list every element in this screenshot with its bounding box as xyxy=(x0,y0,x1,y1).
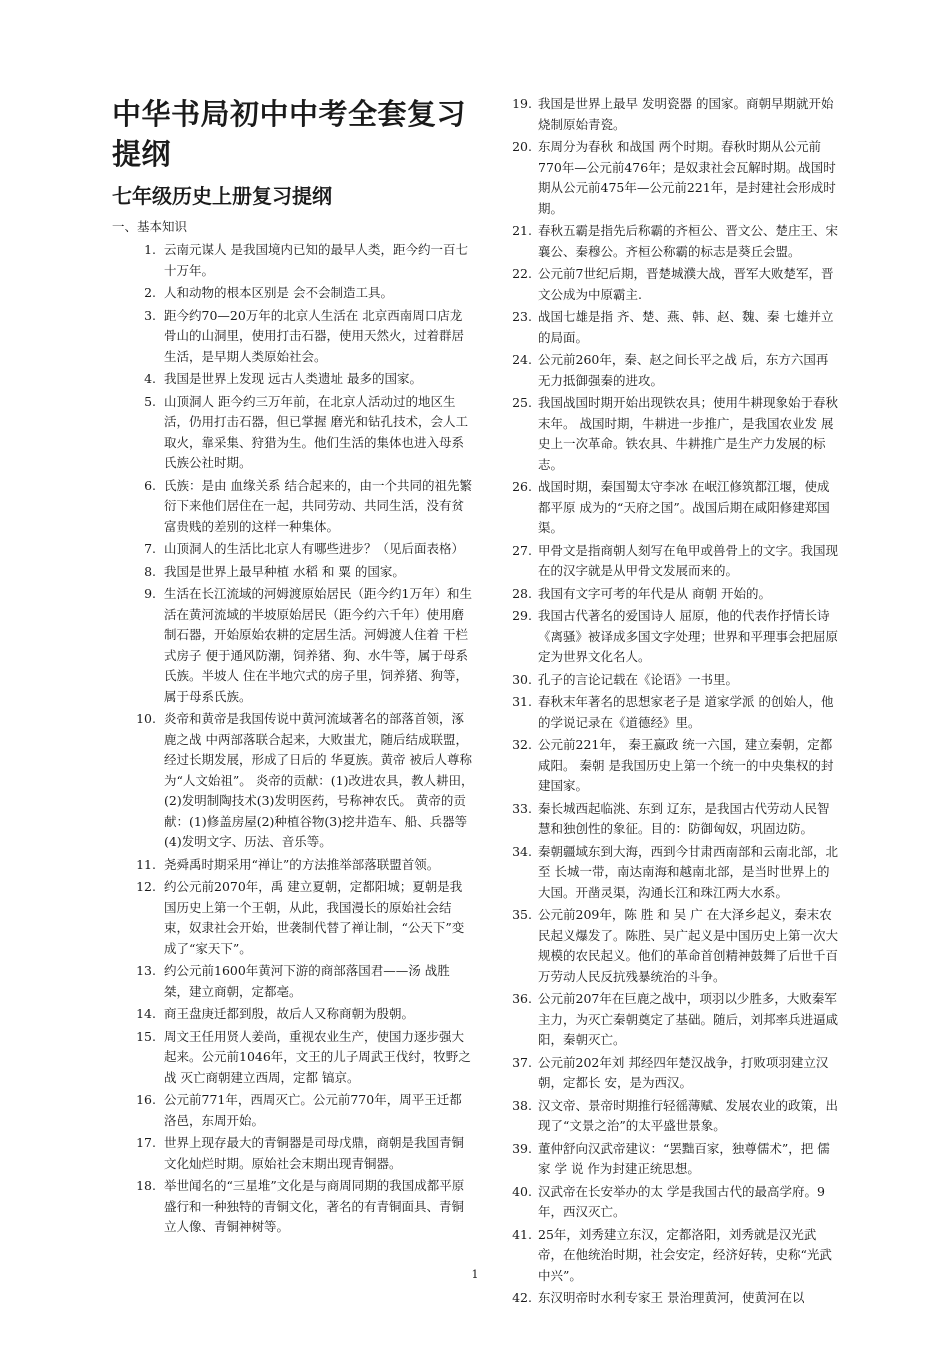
item-number: 33. xyxy=(512,800,532,816)
item-number: 19. xyxy=(512,96,532,111)
item-number: 31. xyxy=(512,694,532,709)
item-text: 东周分为春秋 和战国 两个时期。春秋时期从公元前770年—公元前476年；是奴隶社会瓦解时期。战国时期从公元前475年—公元前221年，是封建社会形成时期。 xyxy=(538,139,836,216)
list-item xyxy=(508,1053,840,1094)
item-number: 18. xyxy=(136,1178,156,1193)
list-item xyxy=(508,221,840,262)
item-number: 41. xyxy=(512,1226,532,1242)
item-text: 汉武帝在长安举办的太 学是我国古代的最高学府。9年，西汉灭亡。 xyxy=(538,1183,825,1219)
item-number: 36. xyxy=(512,991,532,1006)
item-text: 25年，刘秀建立东汉，定都洛阳，刘秀就是汉光武帝，在他统治时期，社会安定，经济好转，史称“光武中兴”。 xyxy=(538,1226,832,1283)
item-text: 公元前260年，秦、赵之间长平之战 后，东方六国再无力抵御强秦的进攻。 xyxy=(538,352,829,388)
list-item xyxy=(112,877,474,959)
list-item xyxy=(112,855,474,876)
item-text: 秦朝疆域东到大海，西到今甘肃西南部和云南北部，北至 长城一带，南达南海和越南北部，是当时世界上的大国。开凿灵渠，沟通长江和珠江两大水系。 xyxy=(538,843,839,900)
list-item xyxy=(112,709,474,853)
list-item xyxy=(112,562,474,583)
item-text: 我国有文字可考的年代是从 商朝 开始的。 xyxy=(538,585,771,601)
item-text: 举世闻名的“三星堆”文化是与商周同期的我国成都平原 盛行和一种独特的青铜文化，著名的有青铜面具、青铜立人像、青铜神树等。 xyxy=(164,1178,465,1234)
item-text: 公元前7世纪后期，晋楚城濮大战，晋军大败楚军，晋文公成为中原霸主. xyxy=(538,266,834,302)
document-subtitle: 七年级历史上册复习提纲 xyxy=(112,184,332,208)
item-number: 5. xyxy=(144,393,156,409)
item-number: 39. xyxy=(512,1140,532,1156)
list-item xyxy=(508,1096,840,1137)
list-item xyxy=(112,539,474,560)
item-text: 我国古代著名的爱国诗人 屈原，他的代表作抒情长诗《离骚》被译成多国文字处理；世界和平理事会把屈原定为世界文化名人。 xyxy=(538,608,839,664)
item-text: 春秋末年著名的思想家老子是 道家学派 的创始人，他的学说记录在《道德经》里。 xyxy=(538,694,834,730)
left-column xyxy=(112,94,474,1240)
item-number: 11. xyxy=(136,856,156,872)
list-item xyxy=(112,584,474,707)
list-item xyxy=(508,842,840,904)
list-item xyxy=(508,137,840,219)
item-number: 3. xyxy=(144,307,156,323)
list-item xyxy=(508,1288,840,1309)
list-item xyxy=(508,905,840,987)
list-item xyxy=(508,541,840,582)
item-number: 42. xyxy=(512,1290,532,1305)
item-number: 22. xyxy=(512,266,532,281)
list-item xyxy=(112,1176,474,1238)
knowledge-list-left xyxy=(112,240,474,1238)
list-item xyxy=(508,989,840,1051)
item-number: 21. xyxy=(512,223,532,238)
item-text: 我国是世界上最早种植 水稻 和 粟 的国家。 xyxy=(164,563,405,579)
item-text: 氏族：是由 血缘关系 结合起来的，由一个共同的祖先繁衍下来他们居住在一起，共同劳动、共同生活，没有贫富贵贱的差别的这样一种集体。 xyxy=(164,477,472,534)
item-text: 公元前771年，西周灭亡。公元前770年，周平王迁都洛邑，东周开始。 xyxy=(164,1092,462,1128)
item-number: 7. xyxy=(144,541,156,556)
item-number: 29. xyxy=(512,608,532,623)
item-text: 战国时期，秦国蜀太守李冰 在岷江修筑都江堰，使成都平原 成为的“天府之国”。战国后期在咸阳修建郑国渠。 xyxy=(538,479,830,535)
item-number: 16. xyxy=(136,1092,156,1107)
item-text: 东汉明帝时水利专家王 景治理黄河，使黄河在以 xyxy=(538,1290,805,1305)
item-number: 4. xyxy=(144,371,156,386)
list-item xyxy=(508,1139,840,1180)
item-number: 25. xyxy=(512,395,532,410)
right-column xyxy=(508,94,840,1311)
list-item xyxy=(112,392,474,474)
item-text: 孔子的言论记载在《论语》一书里。 xyxy=(538,671,739,687)
list-item xyxy=(508,1182,840,1223)
item-text: 生活在长江流域的河姆渡原始居民（距今约1万年）和生活在黄河流域的半坡原始居民（距今约六千年）使用磨制石器，开始原始农耕的定居生活。河姆渡人住着 干栏式房子 便于通风防潮，饲养猪、狗、水牛等，属于母系氏族。半坡人 住在半地穴式的房子里，饲养猪、狗等，属于母系氏族。 xyxy=(164,586,472,704)
list-item xyxy=(508,799,840,840)
list-item xyxy=(112,306,474,368)
item-number: 13. xyxy=(136,963,156,978)
item-number: 23. xyxy=(512,309,532,324)
item-text: 董仲舒向汉武帝建议：“罢黜百家，独尊儒术”，把 儒 家 学 说 作为封建正统思想。 xyxy=(538,1140,830,1176)
list-item xyxy=(508,735,840,797)
item-text: 人和动物的根本区别是 会不会制造工具。 xyxy=(164,285,393,300)
item-number: 26. xyxy=(512,479,532,494)
item-number: 28. xyxy=(512,585,532,601)
item-text: 我国战国时期开始出现铁农具；使用牛耕现象始于春秋末年。 战国时期，牛耕进一步推广，是我国农业发 展史上一次革命。铁农具、牛耕推广是生产力发展的标志。 xyxy=(538,395,839,472)
item-text: 商王盘庚迁都到殷，故后人又称商朝为殷朝。 xyxy=(164,1006,415,1021)
list-item xyxy=(112,961,474,1002)
list-item xyxy=(508,477,840,539)
item-text: 尧舜禹时期采用“禅让”的方法推举部落联盟首领。 xyxy=(164,856,440,872)
item-text: 汉文帝、景帝时期推行轻徭薄赋、发展农业的政策，出现了“文景之治”的太平盛世景象。 xyxy=(538,1097,839,1133)
item-text: 秦长城西起临洮、东到 辽东，是我国古代劳动人民智慧和独创性的象征。目的：防御匈奴，巩固边防。 xyxy=(538,800,830,836)
item-number: 37. xyxy=(512,1054,532,1070)
item-text: 公元前209年，陈 胜 和 吴 广 在大泽乡起义，秦末农民起义爆发了。陈胜、吴广起义是中国历史上第一次大规模的农民起义。他们的革命首创精神鼓舞了后世千百万劳动人民反抗残暴统治的斗争。 xyxy=(538,907,839,984)
item-number: 34. xyxy=(512,843,532,859)
section-heading: 一、基本知识 xyxy=(112,219,188,234)
item-number: 32. xyxy=(512,737,532,752)
item-text: 公元前207年在巨鹿之战中，项羽以少胜多，大败秦军主力，为灭亡秦朝奠定了基础。随后，刘邦率兵进逼咸阳，秦朝灭亡。 xyxy=(538,991,839,1047)
item-number: 12. xyxy=(136,879,156,894)
item-text: 约公元前1600年黄河下游的商部落国君——汤 战胜桀，建立商朝，定都亳。 xyxy=(164,963,450,999)
item-text: 我国是世界上最早 发明瓷器 的国家。商朝早期就开始烧制原始青瓷。 xyxy=(538,96,834,132)
list-item xyxy=(112,369,474,390)
item-text: 世界上现存最大的青铜器是司母戊鼎，商朝是我国青铜文化灿烂时期。原始社会末期出现青铜器。 xyxy=(164,1135,465,1171)
list-item xyxy=(112,1004,474,1025)
list-item xyxy=(508,692,840,733)
item-number: 20. xyxy=(512,139,532,154)
list-item xyxy=(508,94,840,135)
list-item xyxy=(112,1090,474,1131)
list-item xyxy=(112,240,474,281)
knowledge-list-right xyxy=(508,94,840,1309)
item-text: 战国七雄是指 齐、楚、燕、韩、赵、魏、秦 七雄并立的局面。 xyxy=(538,309,834,345)
list-item xyxy=(112,476,474,538)
item-number: 17. xyxy=(136,1135,156,1150)
list-item xyxy=(508,264,840,305)
item-text: 云南元谋人 是我国境内已知的最早人类，距今约一百七十万年。 xyxy=(164,242,468,278)
list-item xyxy=(112,283,474,304)
item-text: 炎帝和黄帝是我国传说中黄河流域著名的部落首领，涿鹿之战 中两部落联合起来，大败蚩尤，随后结成联盟，经过长期发展，形成了日后的 华夏族。黄帝 被后人尊称为“人文始祖”。 炎帝的贡献：(1)改进农具，教人耕田，(2)发明制陶技术(3)发明医药，号称神农氏。 黄帝的贡献：(1)修盖房屋(2)种植谷物(3)挖井造车、船、兵器等(4)发明文字、历法、音乐等。 xyxy=(164,711,474,849)
item-number: 35. xyxy=(512,907,532,922)
item-text: 山顶洞人的生活比北京人有哪些进步？（见后面表格） xyxy=(164,541,465,556)
list-item xyxy=(508,584,840,605)
item-text: 周文王任用贤人姜尚，重视农业生产，使国力逐步强大起来。公元前1046年，文王的儿子周武王伐纣，牧野之战 灭亡商朝建立西周，定都 镐京。 xyxy=(164,1028,471,1085)
list-item xyxy=(508,393,840,475)
item-text: 公元前202年刘 邦经四年楚汉战争，打败项羽建立汉朝，定都长 安，是为西汉。 xyxy=(538,1054,829,1090)
item-number: 8. xyxy=(144,563,156,579)
item-text: 距今约70—20万年的北京人生活在 北京西南周口店龙骨山的山洞里，使用打击石器，使用天然火，过着群居生活，是早期人类原始社会。 xyxy=(164,307,465,364)
item-number: 30. xyxy=(512,671,532,687)
list-item xyxy=(508,606,840,668)
item-number: 2. xyxy=(144,285,156,300)
item-text: 我国是世界上发现 远古人类遗址 最多的国家。 xyxy=(164,371,422,386)
item-number: 10. xyxy=(136,711,156,726)
item-number: 27. xyxy=(512,542,532,558)
item-number: 6. xyxy=(144,477,156,493)
item-number: 15. xyxy=(136,1028,156,1044)
list-item xyxy=(508,670,840,691)
document-title: 中华书局初中中考全套复习提纲 xyxy=(112,97,467,171)
page-number: 1 xyxy=(471,1268,479,1281)
item-number: 9. xyxy=(144,586,156,601)
list-item xyxy=(508,307,840,348)
item-number: 1. xyxy=(144,242,156,257)
item-number: 14. xyxy=(136,1006,156,1021)
item-number: 24. xyxy=(512,352,532,367)
item-text: 春秋五霸是指先后称霸的齐桓公、晋文公、楚庄王、宋襄公、秦穆公。齐桓公称霸的标志是葵丘会盟。 xyxy=(538,223,839,259)
list-item xyxy=(112,1133,474,1174)
item-text: 公元前221年， 秦王嬴政 统一六国，建立秦朝，定都咸阳。 秦朝 是我国历史上第一个统一的中央集权的封建国家。 xyxy=(538,737,834,793)
list-item xyxy=(112,1027,474,1089)
item-number: 40. xyxy=(512,1183,532,1199)
item-text: 山顶洞人 距今约三万年前，在北京人活动过的地区生活，仍用打击石器，但已掌握 磨光和钻孔技术，会人工取火，靠采集、狩猎为生。他们生活的集体也进入母系氏族公社时期。 xyxy=(164,393,468,470)
item-text: 甲骨文是指商朝人刻写在龟甲或兽骨上的文字。我国现在的汉字就是从甲骨文发展而来的。 xyxy=(538,542,839,578)
item-text: 约公元前2070年，禹 建立夏朝，定都阳城；夏朝是我国历史上第一个王朝，从此，我国漫长的原始社会结束，奴隶社会开始，世袭制代替了禅让制，“公天下”变成了“家天下”。 xyxy=(164,879,465,956)
list-item xyxy=(508,350,840,391)
item-number: 38. xyxy=(512,1097,532,1113)
